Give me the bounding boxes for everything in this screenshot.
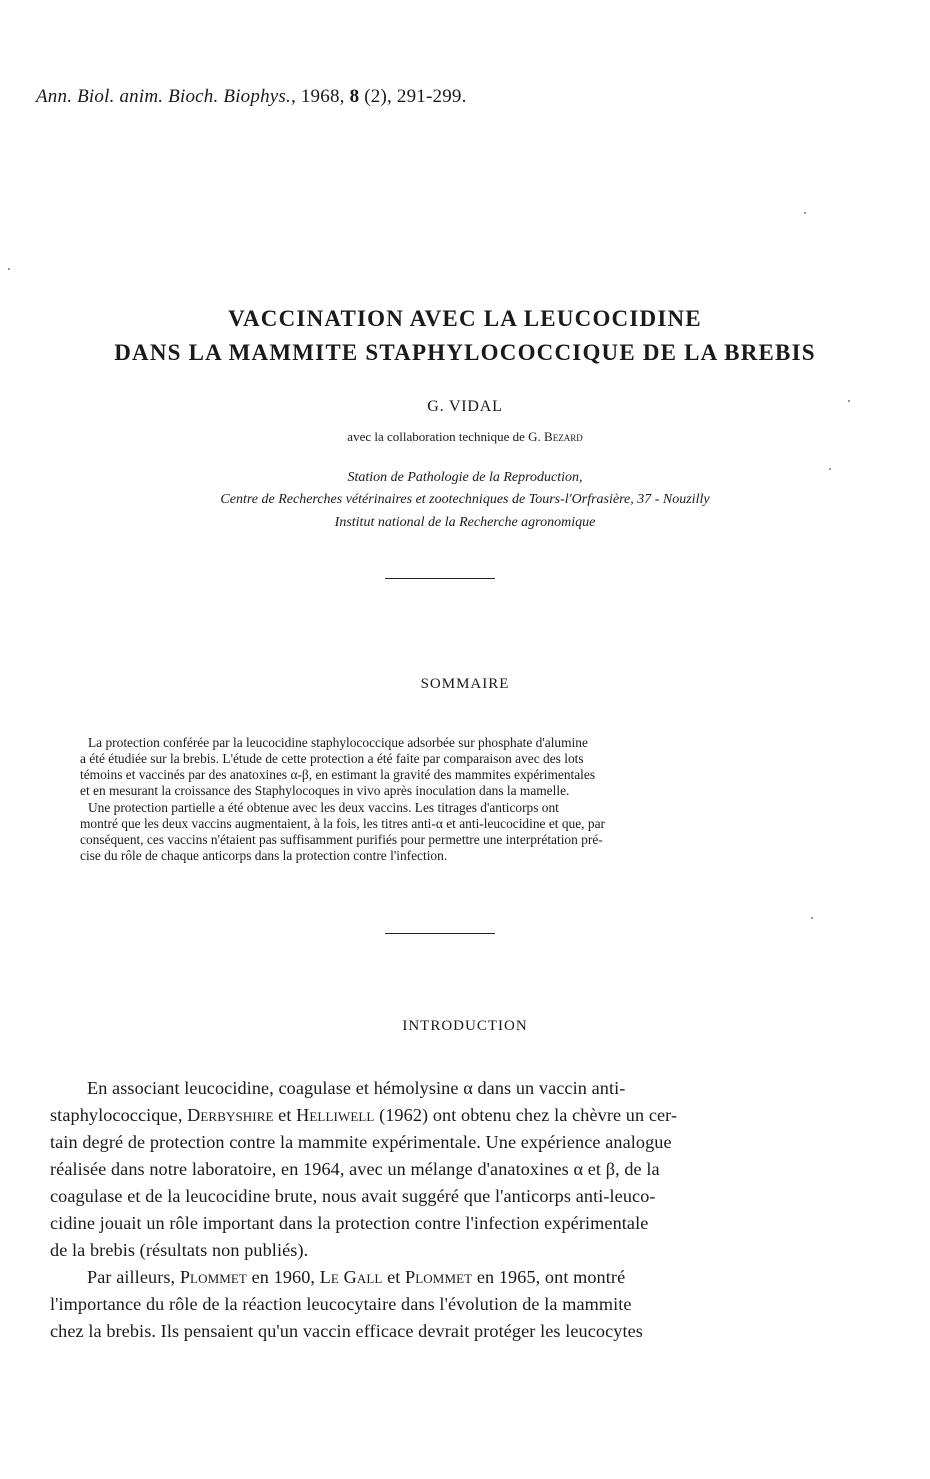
author-name: G. VIDAL — [427, 398, 503, 415]
journal-volume: 8 — [349, 86, 360, 107]
summary-line: La protection conférée par la leucocidine staphylococcique adsorbée sur phosphate d'alumine — [88, 735, 588, 750]
scan-speck — [829, 468, 831, 470]
scan-speck — [811, 917, 813, 919]
intro-paragraph-1-line: coagulase et de la leucocidine brute, nous avait suggéré que l'anticorps anti-leuco- — [50, 1186, 656, 1206]
intro-paragraph-1-line: de la brebis (résultats non publiés). — [50, 1240, 309, 1260]
scan-speck — [804, 212, 806, 214]
introduction-heading: INTRODUCTION — [402, 1018, 528, 1034]
cited-author: Plommet — [405, 1267, 473, 1287]
summary-line: témoins et vaccinés par des anatoxines α-β, en estimant la gravité des mammites expérimentales — [80, 767, 596, 782]
summary-line: a été étudiée sur la brebis. L'étude de cette protection a été faite par comparaison avec des lots — [80, 751, 584, 766]
cited-author: Helliwell — [296, 1105, 375, 1125]
cited-author: Le Gall — [319, 1267, 383, 1287]
summary-line: montré que les deux vaccins augmentaient, à la fois, les titres anti-α et anti-leucocidine et que, par — [80, 816, 605, 831]
cited-author: Plommet — [179, 1267, 247, 1287]
summary-line: et en mesurant la croissance des Staphylocoques in vivo après inoculation dans la mamelle. — [80, 783, 570, 798]
affiliation-line-1: Station de Pathologie de la Reproduction, — [347, 470, 583, 485]
intro-paragraph-1-line: cidine jouait un rôle important dans la protection contre l'infection expérimentale — [50, 1213, 649, 1233]
separator-rule — [385, 578, 495, 579]
intro-paragraph-1-line: tain degré de protection contre la mammite expérimentale. Une expérience analogue — [50, 1132, 672, 1152]
intro-paragraph-1-line: staphylococcique, Derbyshire et Helliwell (1962) ont obtenu chez la chèvre un cer- — [50, 1105, 678, 1125]
affiliation-line-3: Institut national de la Recherche agronomique — [334, 515, 596, 530]
intro-paragraph-2-line: chez la brebis. Ils pensaient qu'un vaccin efficace devrait protéger les leucocytes — [50, 1321, 643, 1341]
intro-paragraph-1-line: En associant leucocidine, coagulase et hémolysine α dans un vaccin anti- — [87, 1078, 626, 1098]
article-title-line-2: DANS LA MAMMITE STAPHYLOCOCCIQUE DE LA BREBIS — [114, 340, 816, 365]
intro-paragraph-2-line: l'importance du rôle de la réaction leucocytaire dans l'évolution de la mammite — [50, 1294, 632, 1314]
intro-paragraph-2-line: Par ailleurs, Plommet en 1960, Le Gall et Plommet en 1965, ont montré — [87, 1267, 626, 1287]
collaborator-name: Bezard — [544, 429, 583, 444]
journal-reference — [36, 86, 467, 108]
cited-author: Derbyshire — [187, 1105, 274, 1125]
journal-issue-pages: (2), 291-299. — [359, 86, 467, 107]
intro-paragraph-1-line: réalisée dans notre laboratoire, en 1964, avec un mélange d'anatoxines α et β, de la — [50, 1159, 660, 1179]
collaboration-line — [0, 429, 930, 445]
collaboration-prefix: avec la collaboration technique de G. — [347, 429, 545, 444]
separator-rule — [385, 933, 495, 934]
article-title-line-1: VACCINATION AVEC LA LEUCOCIDINE — [228, 306, 702, 331]
journal-name: Ann. Biol. anim. Bioch. Biophys. — [36, 86, 291, 107]
scan-speck — [8, 268, 10, 270]
scan-speck — [848, 400, 850, 402]
summary-line: cise du rôle de chaque anticorps dans la protection contre l'infection. — [80, 848, 448, 863]
summary-line: Une protection partielle a été obtenue avec les deux vaccins. Les titrages d'anticorps ont — [88, 800, 559, 815]
summary-heading: SOMMAIRE — [420, 676, 510, 692]
journal-year: , 1968, — [290, 86, 350, 107]
affiliation-line-2: Centre de Recherches vétérinaires et zootechniques de Tours-l'Orfrasière, 37 - Nouzilly — [220, 492, 710, 507]
summary-line: conséquent, ces vaccins n'étaient pas suffisamment purifiés pour permettre une interprétation pré- — [80, 832, 603, 847]
